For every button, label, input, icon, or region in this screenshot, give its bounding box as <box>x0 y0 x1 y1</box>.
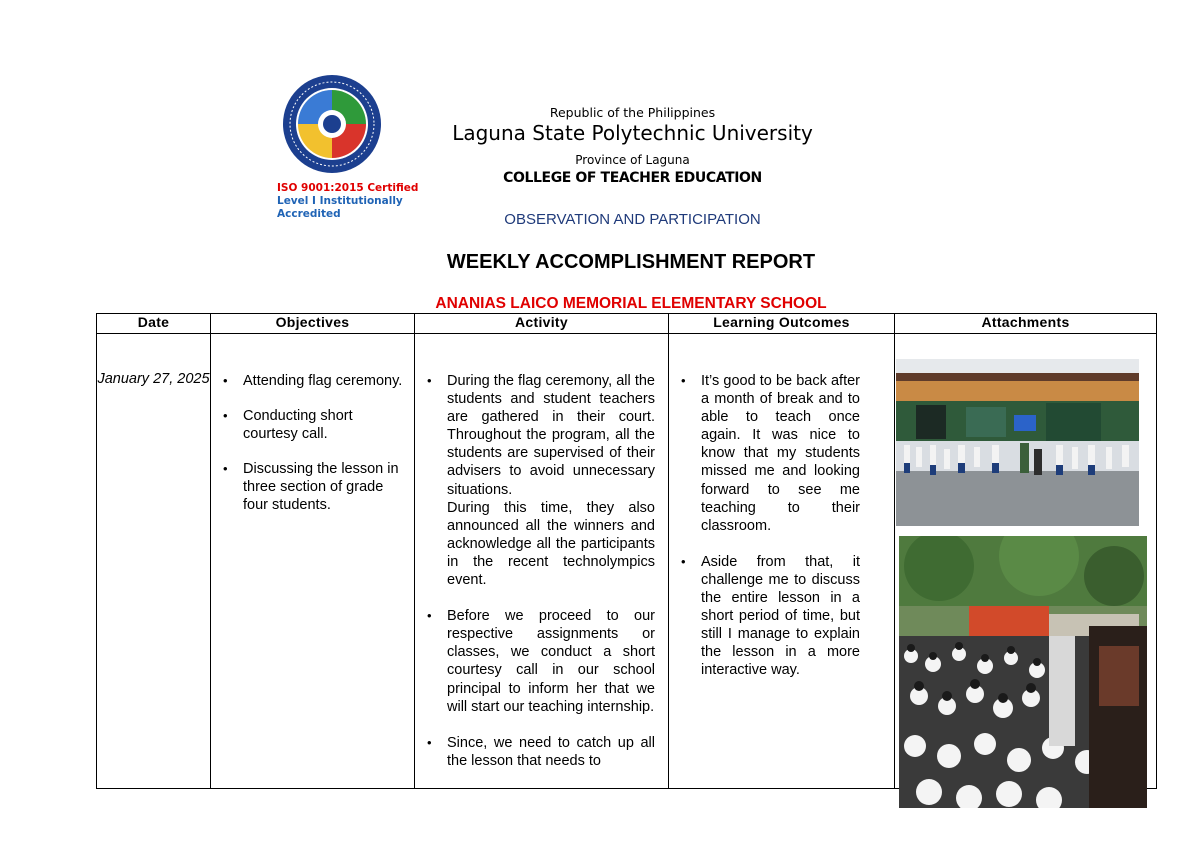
province-text: Province of Laguna <box>575 153 690 167</box>
column-header-date: Date <box>97 314 211 334</box>
activity-text: During the flag ceremony, all the students and student teachers are gathered in their court. Throughout the program, all the students are supervised of their advisers to avoid unnecessary situations. <box>447 373 655 498</box>
outcome-item: • It’s good to be back after a month of break and to able to teach once again. It was nice to know that my students missed me and looking forward to see me teaching to their classroom. <box>669 372 860 535</box>
date-cell <box>97 334 211 789</box>
attachment-photo-flag-ceremony <box>896 359 1139 526</box>
column-header-objectives: Objectives <box>211 314 415 334</box>
column-header-activity: Activity <box>415 314 669 334</box>
activity-text-continued: During this time, they also announced all the winners and acknowledge all the participants in the recent technolympics event. <box>447 499 655 589</box>
objectives-cell <box>211 334 415 789</box>
republic-text: Republic of the Philippines <box>549 105 716 120</box>
activity-item <box>415 372 655 589</box>
table-row <box>97 334 1157 789</box>
learning-outcomes-cell <box>669 334 895 789</box>
college-name: COLLEGE OF TEACHER EDUCATION <box>503 170 762 186</box>
university-name: Laguna State Polytechnic University <box>452 121 813 145</box>
accreditation-text-2: Accredited <box>277 208 341 220</box>
accreditation-text-1: Level I Institutionally <box>277 195 403 207</box>
iso-certified-text: ISO 9001:2015 Certified <box>277 182 419 194</box>
column-header-learning-outcomes: Learning Outcomes <box>669 314 895 334</box>
accomplishment-table <box>96 313 1157 789</box>
university-seal-logo <box>282 74 382 174</box>
report-title: WEEKLY ACCOMPLISHMENT REPORT <box>446 251 816 273</box>
outcomes-list <box>669 372 860 698</box>
date-text: January 27, 2025 <box>97 371 210 387</box>
table-header-row <box>97 314 1157 334</box>
objective-item: • Attending flag ceremony. <box>211 372 403 390</box>
certification-block <box>277 182 418 221</box>
column-header-attachments: Attachments <box>895 314 1157 334</box>
attachment-photo-students-seated <box>899 536 1147 808</box>
program-title: OBSERVATION AND PARTICIPATION <box>504 211 761 228</box>
outcome-item: • Aside from that, it challenge me to discuss the entire lesson in a short period of time, but still I manage to explain the lesson in a more interactive way. <box>669 553 860 680</box>
school-name: ANANIAS LAICO MEMORIAL ELEMENTARY SCHOOL <box>435 295 827 312</box>
objective-item: • Discussing the lesson in three section of grade four students. <box>211 460 403 514</box>
attachments-cell <box>895 334 1157 789</box>
activity-item: • Before we proceed to our respective assignments or classes, we conduct a short courtesy call in our school principal to inform her that we will start our teaching internship. <box>415 607 655 716</box>
objective-item: • Conducting short courtesy call. <box>211 407 403 443</box>
activity-item: • Since, we need to catch up all the lesson that needs to <box>415 734 655 770</box>
objectives-list <box>211 372 403 532</box>
activity-list <box>415 372 655 788</box>
activity-cell <box>415 334 669 789</box>
